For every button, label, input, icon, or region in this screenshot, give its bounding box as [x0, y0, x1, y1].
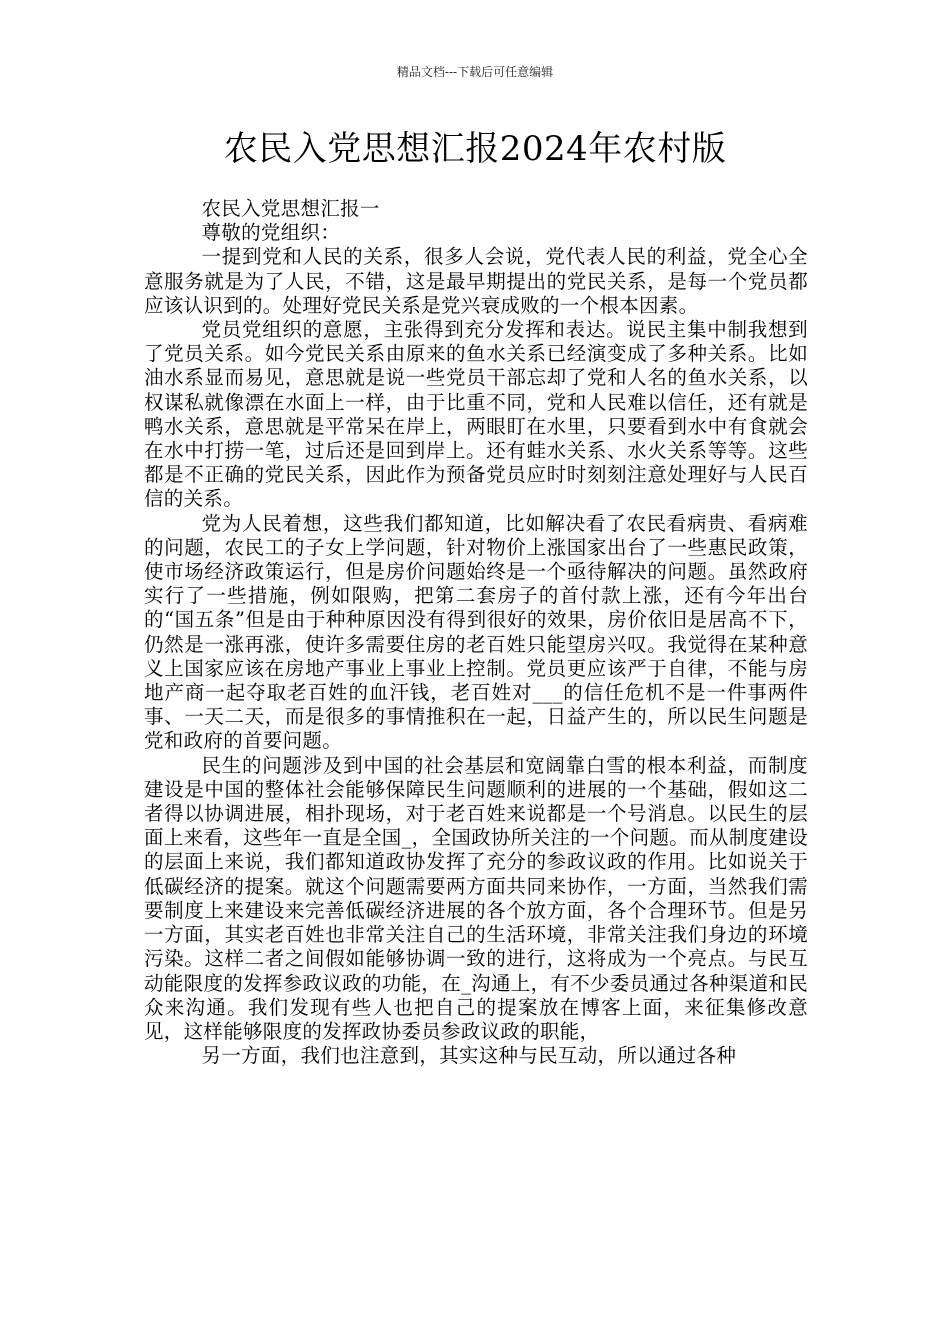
page-header: 精品文档---下载后可任意编辑	[396, 65, 554, 79]
paragraph-subtitle: 农民入党思想汇报一	[201, 197, 380, 220]
paragraph-salutation: 尊敬的党组织：	[201, 221, 341, 245]
paragraph: 党为人民着想，这些我们都知道，比如解决看了农民看病贵、看病难的问题，农民工的子女上学问题，针对物价上涨国家出台了一些惠民政策，使市场经济政策运行，但是房价问题始终是一个亟待解决的问题。虽然政府实行了一些措施，例如限购，把第二套房子的首付款上涨，还有今年出台的“国五条”但是由于种种原因没有得到很好的效果，房价依旧是居高不下，仍然是一涨再涨，使许多需要住房的老百姓只能望房兴叹。我觉得在某种意义上国家应该在房地产事业上事业上控制。党员更应该严于自律，不能与房地产商一起夺取老百姓的血汗钱，老百姓对___的信任危机不是一件事两件事、一天二天，而是很多的事情推积在一起，日益产生的，所以民生问题是党和政府的首要问题。	[144, 511, 808, 753]
paragraph: 民生的问题涉及到中国的社会基层和宽阔靠白雪的根本利益，而制度建设是中国的整体社会能够保障民生问题顺利的进展的一个基础，假如这二者得以协调进展，相扑现场，对于老百姓来说都是一个号消息。以民生的层面上来看，这些年一直是全国_，全国政协所关注的一个问题。而从制度建设的层面上来说，我们都知道政协发挥了充分的参政议政的作用。比如说关于低碳经济的提案。就这个问题需要两方面共同来协作，一方面，当然我们需要制度上来建设来完善低碳经济进展的各个放方面，各个合理环节。但是另一方面，其实老百姓也非常关注自己的生活环境，非常关注我们身边的环境污染。这样二者之间假如能够协调一致的进行，这将成为一个亮点。与民互动能限度的发挥参政议政的功能，在_沟通上，有不少委员通过各种渠道和民众来沟通。我们发现有些人也把自己的提案放在博客上面，来征集修改意见，这样能够限度的发挥政协委员参政议政的职能，	[144, 753, 808, 1043]
paragraph: 另一方面，我们也注意到，其实这种与民互动，所以通过各种	[201, 1044, 737, 1068]
document-body	[144, 197, 808, 1068]
paragraph: 一提到党和人民的关系，很多人会说，党代表人民的利益，党全心全意服务就是为了人民，不错，这是最早期提出的党民关系，是每一个党员都应该认识到的。处理好党民关系是党兴衰成败的一个根本因素。	[144, 245, 808, 317]
paragraph: 党员党组织的意愿，主张得到充分发挥和表达。说民主集中制我想到了党员关系。如今党民关系由原来的鱼水关系已经演变成了多种关系。比如油水系显而易见，意思就是说一些党员干部忘却了党和人名的鱼水关系，以权谋私就像漂在水面上一样，由于比重不同，党和人民难以信任，还有就是鸭水关系，意思就是平常呆在岸上，两眼盯在水里，只要看到水中有食就会在水中打捞一笔，过后还是回到岸上。还有蛙水关系、水火关系等等。这些都是不正确的党民关系，因此作为预备党员应时时刻刻注意处理好与人民百信的关系。	[144, 318, 808, 511]
document-title: 农民入党思想汇报2024年农村版	[223, 129, 727, 169]
